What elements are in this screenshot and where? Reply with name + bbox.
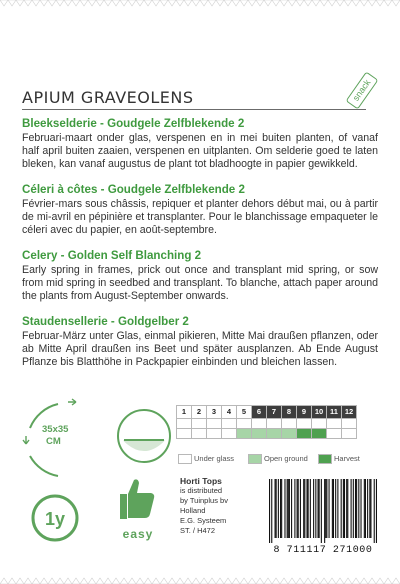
calendar-cell	[342, 429, 357, 439]
section-text: Februar-März unter Glas, einmal pikieren, Mitte Mai draußen pflanzen, oder ab Mitte April draußen ins Beet und später ausplanzen. Ab Ende August Pflanze bis Blatthöhe in Packpapier einbinden und bleichen lassen.	[22, 330, 378, 369]
calendar-cell	[312, 429, 327, 439]
barcode-bar	[308, 479, 309, 538]
barcode-digits: 8 711117 271000	[273, 545, 373, 555]
sowing-calendar	[176, 405, 357, 439]
calendar-month: 1	[177, 406, 192, 419]
section-german	[22, 315, 378, 370]
calendar-cell	[207, 419, 222, 429]
barcode-bar	[291, 479, 292, 538]
company-name: Horti Tops	[180, 476, 222, 486]
barcode-bar	[325, 479, 326, 538]
barcode-bar	[275, 479, 276, 538]
barcode-bar	[335, 479, 336, 538]
company-info	[180, 476, 228, 536]
barcode-bar	[326, 479, 327, 538]
calendar-legend	[178, 454, 378, 464]
legend-swatch-harvest	[318, 454, 332, 464]
barcode-bar	[346, 479, 347, 538]
calendar-month: 7	[267, 406, 282, 419]
company-line: by Tuinplus bv	[180, 496, 228, 505]
barcode-bar	[329, 479, 330, 538]
section-text: Februari-maart onder glas, verspenen en in mei buiten planten, of vanaf half april buiten zaaien, verspenen en uitplanten. Om selderie goed te laten bleken, kan vanaf augustus de plant tot bladhoogte in papier gewikkeld.	[22, 132, 378, 171]
calendar-cell	[282, 429, 297, 439]
spacing-icon	[23, 399, 76, 476]
barcode-bar	[370, 479, 371, 538]
barcode-bar	[269, 479, 270, 543]
calendar-cell	[327, 429, 342, 439]
barcode-bar	[332, 479, 333, 538]
calendar-cell	[297, 419, 312, 429]
legend-under-glass: Under glass	[194, 454, 235, 463]
calendar-cell	[207, 429, 222, 439]
section-english	[22, 249, 378, 304]
latin-name-title: APIUM GRAVEOLENS	[22, 88, 194, 107]
calendar-month: 6	[252, 406, 267, 419]
barcode-bar	[344, 479, 345, 538]
section-heading: Celery - Golden Self Blanching 2	[22, 249, 202, 262]
calendar-month: 12	[342, 406, 357, 419]
barcode-bar	[278, 479, 279, 538]
barcode-bar	[280, 479, 281, 538]
section-heading: Staudensellerie - Goldgelber 2	[22, 315, 189, 328]
calendar-month: 3	[207, 406, 222, 419]
calendar-cell	[252, 429, 267, 439]
section-heading: Céleri à côtes - Goudgele Zelfblekende 2	[22, 183, 245, 196]
barcode-bar	[317, 479, 318, 538]
barcode-bar	[355, 479, 356, 538]
legend-swatch-under-glass	[178, 454, 192, 464]
duration-label: 1y	[44, 509, 66, 529]
calendar-month-row	[177, 406, 357, 419]
growing-icons	[20, 396, 180, 561]
top-serrated-edge	[0, 0, 400, 8]
legend-harvest: Harvest	[334, 454, 360, 463]
barcode-bars	[269, 479, 377, 543]
barcode-bar	[321, 479, 322, 543]
calendar-cell	[267, 429, 282, 439]
calendar-cell	[327, 419, 342, 429]
company-line: E.G. Systeem	[180, 516, 227, 525]
barcode-bar	[313, 479, 314, 538]
calendar-cell	[312, 419, 327, 429]
company-line: Holland	[180, 506, 206, 515]
section-french	[22, 183, 378, 238]
barcode-bar	[367, 479, 368, 538]
thumbs-up-icon	[120, 479, 154, 541]
calendar-cell	[342, 419, 357, 429]
calendar-cell	[192, 429, 207, 439]
barcode-bar	[303, 479, 304, 538]
legend-open-ground: Open ground	[264, 454, 308, 463]
calendar-open-ground-row	[177, 429, 357, 439]
barcode-bar	[324, 479, 325, 543]
barcode-bar	[337, 479, 338, 538]
calendar-month: 11	[327, 406, 342, 419]
calendar-cell	[297, 429, 312, 439]
calendar-cell	[282, 419, 297, 429]
barcode-bar	[297, 479, 298, 538]
barcode-bar	[343, 479, 344, 538]
barcode-bar	[356, 479, 357, 538]
calendar-cell	[252, 419, 267, 429]
calendar-cell	[222, 419, 237, 429]
barcode-bar	[284, 479, 285, 538]
calendar-month: 8	[282, 406, 297, 419]
barcode-bar	[289, 479, 290, 538]
legend-swatch-open-ground	[248, 454, 262, 464]
calendar-month: 10	[312, 406, 327, 419]
calendar-month: 9	[297, 406, 312, 419]
barcode-bar	[333, 479, 334, 538]
calendar-cell	[177, 429, 192, 439]
section-heading: Bleekselderie - Goudgele Zelfblekende 2	[22, 117, 245, 130]
barcode-bar	[360, 479, 361, 538]
barcode-bar	[300, 479, 301, 538]
barcode-bar	[315, 479, 316, 538]
barcode-bar	[369, 479, 370, 538]
barcode-bar	[287, 479, 288, 538]
barcode-bar	[341, 479, 342, 538]
duration-icon	[33, 496, 77, 540]
calendar-month: 5	[237, 406, 252, 419]
calendar-cell	[222, 429, 237, 439]
barcode-bar	[306, 479, 307, 538]
spacing-value: 35x35	[42, 424, 69, 435]
barcode-bar	[347, 479, 348, 538]
calendar-cell	[177, 419, 192, 429]
title-underline	[22, 109, 366, 110]
company-line: is distributed	[180, 486, 223, 495]
barcode-bar	[358, 479, 359, 538]
planting-icon	[118, 410, 170, 462]
barcode-bar	[351, 479, 352, 538]
calendar-cell	[192, 419, 207, 429]
calendar-cell	[237, 419, 252, 429]
snack-badge: snack	[346, 71, 379, 109]
barcode-bar	[298, 479, 299, 538]
barcode-bar	[288, 479, 289, 538]
company-line: ST. / H472	[180, 526, 216, 535]
calendar-cell	[237, 429, 252, 439]
difficulty-label: easy	[122, 527, 154, 541]
barcode-bar	[365, 479, 366, 538]
calendar-month: 4	[222, 406, 237, 419]
calendar-cell	[267, 419, 282, 429]
section-text: Early spring in frames, prick out once and transplant mid spring, or sow from mid spring in seedbed and transplant. To blanche, attach paper around the plants from August-September onwards.	[22, 264, 378, 303]
barcode-bar	[281, 479, 282, 538]
barcode-bar	[304, 479, 305, 538]
barcode-bar	[364, 479, 365, 538]
bottom-serrated-edge	[0, 576, 400, 584]
barcode-bar	[276, 479, 277, 538]
section-dutch	[22, 117, 378, 172]
section-text: Février-mars sous châssis, repiquer et planter dehors début mai, ou à partir de mi-avril en pépinière et transplanter. Pour le blanchissage empaqueter le céleri avec du papier, en août-septembre.	[22, 198, 378, 237]
barcode-bar	[374, 479, 375, 543]
barcode-bar	[319, 479, 320, 538]
barcode	[265, 479, 381, 555]
barcode-bar	[353, 479, 354, 538]
barcode-bar	[376, 479, 377, 543]
calendar-month: 2	[192, 406, 207, 419]
calendar-under-glass-row	[177, 419, 357, 429]
barcode-bar	[294, 479, 295, 538]
barcode-bar	[271, 479, 272, 543]
spacing-unit: CM	[46, 436, 61, 447]
barcode-bar	[310, 479, 311, 538]
